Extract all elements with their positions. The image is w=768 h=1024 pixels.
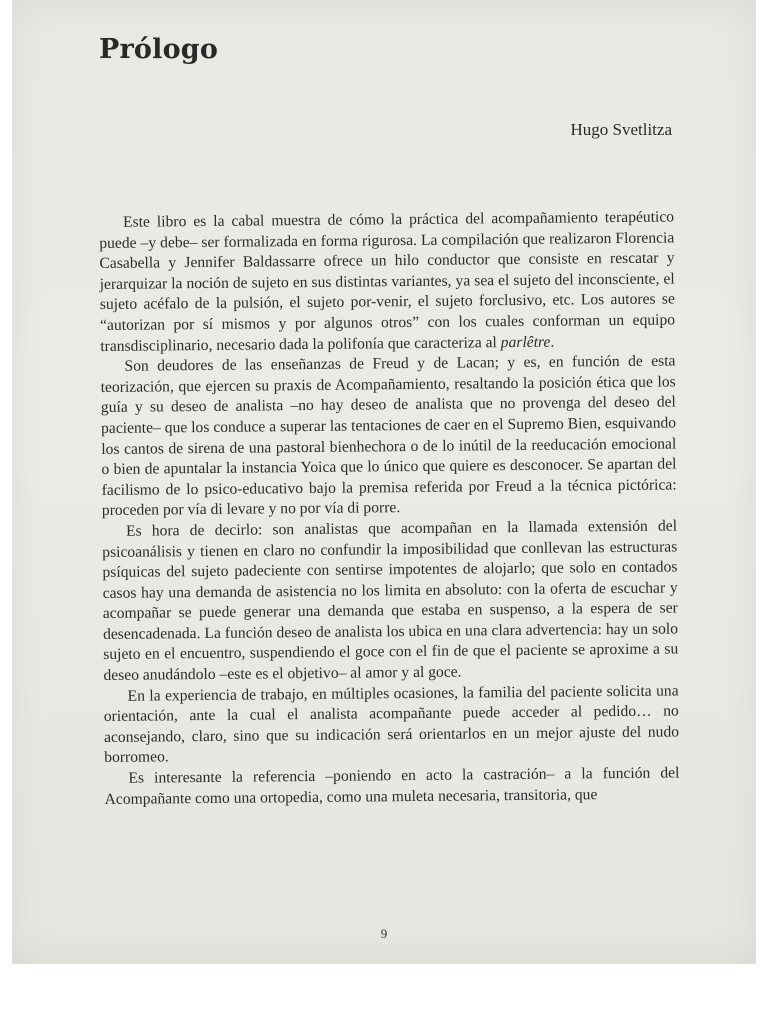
paragraph-1 bbox=[99, 207, 675, 357]
chapter-title: Prólogo bbox=[99, 34, 219, 65]
body-text bbox=[99, 207, 680, 810]
paragraph-1-text: Este libro es la cabal muestra de cómo la práctica del acompañamiento terapéutico puede –y debe– ser formalizada en forma rigurosa. La compilación que realizaron Florencia Casabella y Jennifer Baldassarre ofrece un hilo conductor que consiste en rescatar y jerarquizar la noción de sujeto en sus distintas variantes, ya sea el sujeto del inconsciente, el sujeto acéfalo de la pulsión, el sujeto por-venir, el sujeto forclusivo, etc. Los autores se “autorizan por sí mismos y por algunos otros” con los cuales conforman un equipo transdisciplinario, necesario dada la polifonía que caracteriza al bbox=[99, 208, 676, 355]
paragraph-4: En la experiencia de trabajo, en múltiples ocasiones, la familia del paciente solicita una orientación, ante la cual el analista acompañante puede acceder al pedido… no aconsejando, claro, sino que su indicación será orientarlos en un mejor ajuste del nudo borromeo. bbox=[103, 682, 680, 767]
author-name: Hugo Svetlitza bbox=[570, 120, 672, 139]
page-number: 9 bbox=[380, 926, 388, 941]
paragraph-1-end: . bbox=[550, 333, 555, 351]
paragraph-5: Es interesante la referencia –poniendo en acto la castración– a la función del Acompañante como una ortopedia, como una muleta necesaria, transitoria, que bbox=[104, 764, 680, 808]
paragraph-1-italic: parlêtre bbox=[500, 333, 551, 351]
book-page bbox=[12, 0, 756, 964]
paragraph-2: Son deudores de las enseñanzas de Freud y de Lacan; y es, en función de esta teorización, que ejercen su praxis de Acompañamiento, resaltando la posición ética que los guía y su deseo de analista –no hay deseo de analista que no provenga del deseo del paciente– que los conduce a superar las tentaciones de caer en el Supremo Bien, esquivando los cantos de sirena de una pastoral bienhechora o de lo inútil de la reeducación emocional o bien de apuntalar la instancia Yoica que lo único que quiere es desconocer. Se apartan del facilismo de lo psico-educativo bajo la premisa referida por Freud a la técnica pictórica: proceden por vía di levare y no por vía di porre. bbox=[100, 352, 677, 520]
paragraph-3: Es hora de decirlo: son analistas que acompañan en la llamada extensión del psicoanálisis y tienen en claro no confundir la imposibilidad que conllevan las estructuras psíquicas del sujeto padeciente con sentirse impotentes de alojarlo; que solo en contados casos hay una demanda de asistencia no los limita en absoluto: con la oferta de escuchar y acompañar se puede generar una demanda que estaba en suspenso, a la espera de ser desencadenada. La función deseo de analista los ubica en una clara advertencia: hay un solo sujeto en el encuentro, suspendiendo el goce con el fin de que el paciente se aproxime a su deseo anudándolo –este es el objetivo– al amor y al goce. bbox=[102, 517, 679, 685]
